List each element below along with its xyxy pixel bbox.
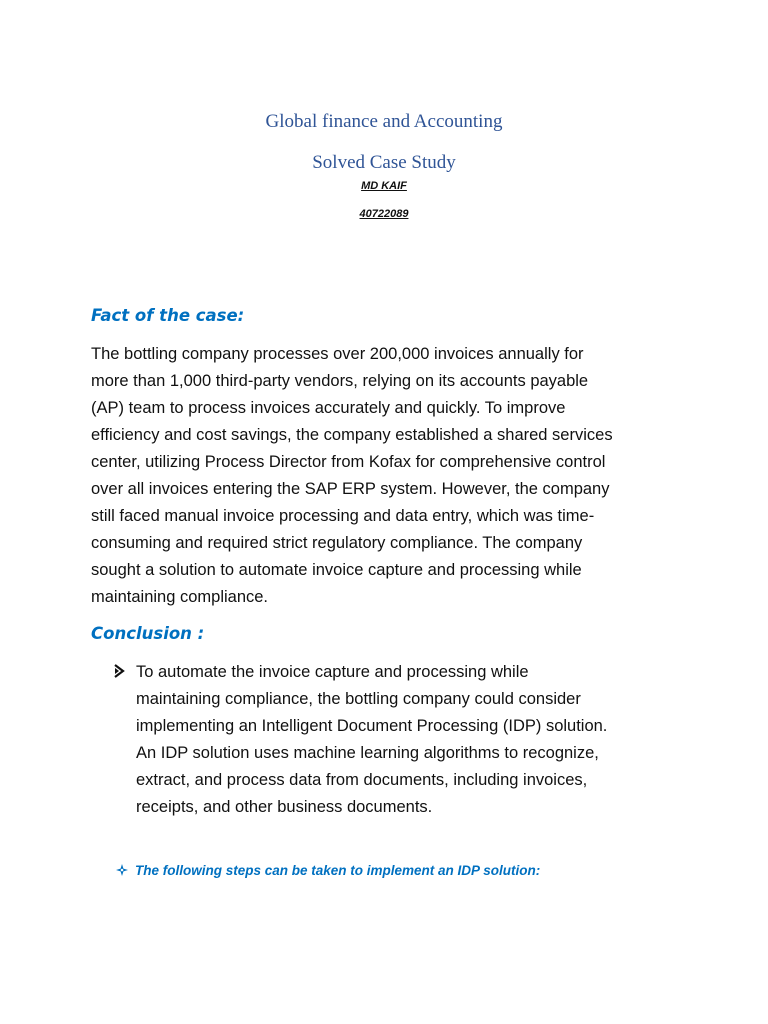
diamond-bullet-icon (116, 864, 128, 876)
bullet-line: An IDP solution uses machine learning algorithms to recognize, (136, 744, 599, 762)
fact-line: center, utilizing Process Director from Kofax for comprehensive control (91, 453, 606, 471)
bullet-line: implementing an Intelligent Document Processing (IDP) solution. (136, 717, 608, 735)
fact-line: over all invoices entering the SAP ERP system. However, the company (91, 480, 610, 498)
steps-sub-bullet (116, 860, 716, 882)
bullet-line: extract, and process data from documents, including invoices, (136, 771, 588, 789)
arrow-bullet-icon (113, 664, 125, 678)
fact-line: sought a solution to automate invoice capture and processing while (91, 561, 582, 579)
document-subtitle: Solved Case Study (312, 152, 456, 173)
fact-paragraph (91, 341, 691, 611)
author-name: MD KAIF (361, 180, 407, 192)
conclusion-bullet-text (136, 659, 696, 821)
fact-line: efficiency and cost savings, the company established a shared services (91, 426, 613, 444)
bullet-line: To automate the invoice capture and processing while (136, 663, 529, 681)
fact-line: still faced manual invoice processing and data entry, which was time- (91, 507, 595, 525)
fact-line: consuming and required strict regulatory compliance. The company (91, 534, 583, 552)
fact-line: (AP) team to process invoices accurately and quickly. To improve (91, 399, 566, 417)
steps-sub-bullet-text: The following steps can be taken to implement an IDP solution: (135, 863, 541, 878)
fact-heading: Fact of the case: (91, 306, 245, 325)
fact-line: more than 1,000 third-party vendors, relying on its accounts payable (91, 372, 589, 390)
conclusion-heading: Conclusion : (91, 624, 205, 643)
author-id: 40722089 (359, 208, 409, 220)
fact-line: The bottling company processes over 200,000 invoices annually for (91, 345, 584, 363)
bullet-line: maintaining compliance, the bottling company could consider (136, 690, 581, 708)
fact-line: maintaining compliance. (91, 588, 269, 606)
bullet-line: receipts, and other business documents. (136, 798, 433, 816)
document-title: Global finance and Accounting (265, 111, 503, 132)
